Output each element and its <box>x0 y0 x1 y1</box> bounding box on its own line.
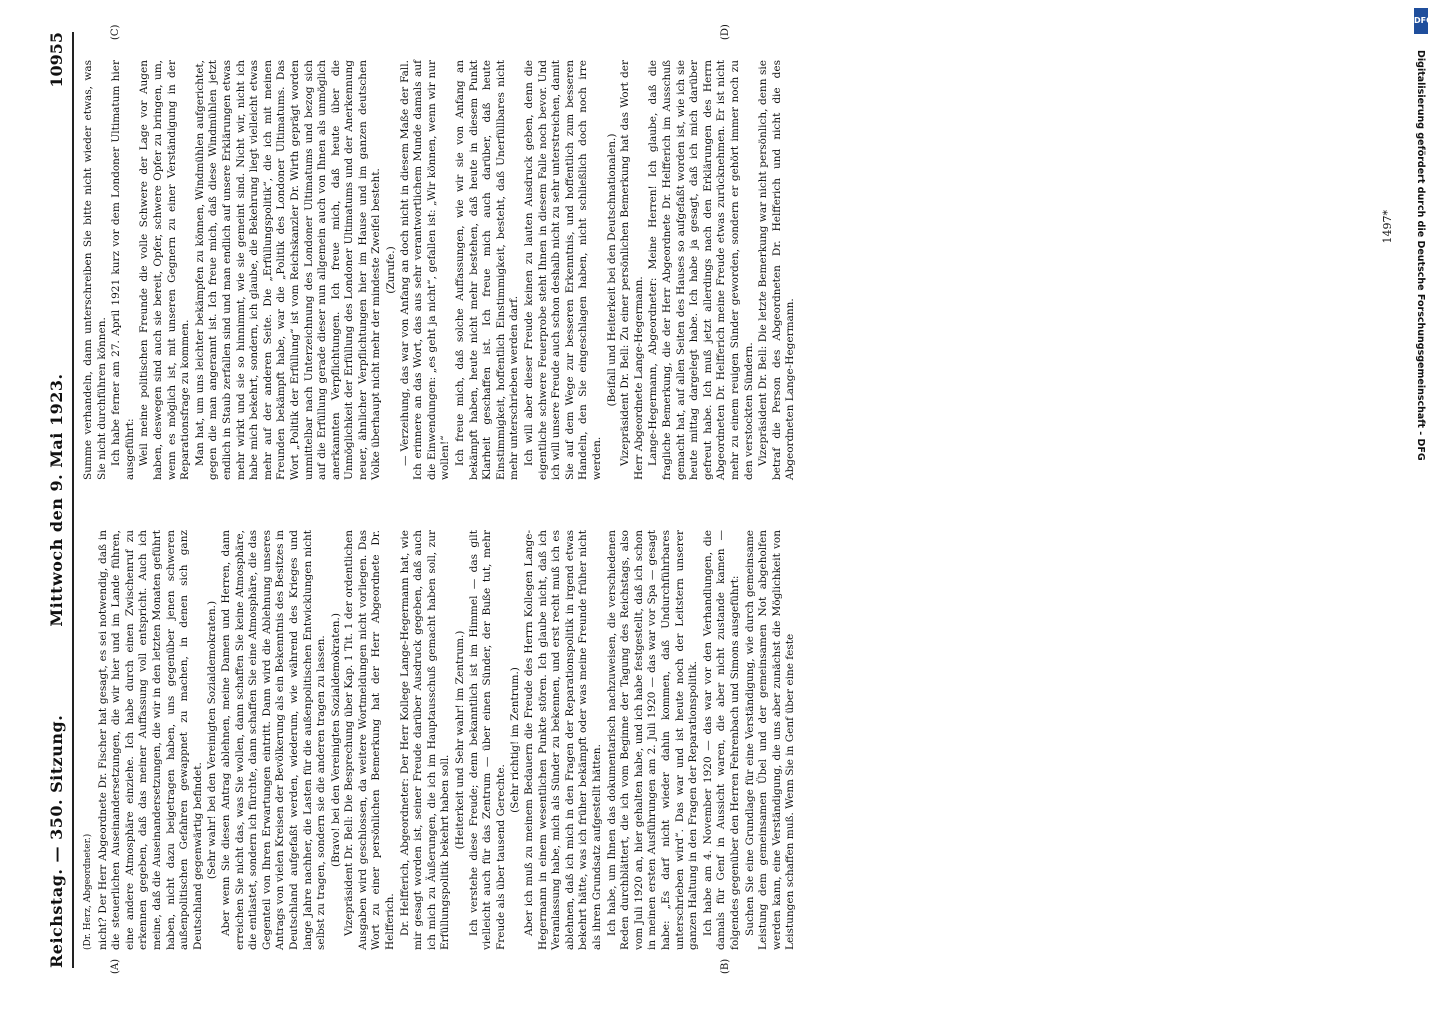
paragraph: Vizepräsident Dr. Bell: Die letzte Bemerkung war nicht persönlich, denn sie betraf die Person des Abgeordneten Dr. Helfferich und nicht die des Abgeordneten Lange-Hegermann. <box>757 60 797 480</box>
reaction: (Sehr richtig! im Zentrum.) <box>509 667 522 813</box>
margin-marker-b: (B) <box>720 958 731 974</box>
right-column <box>82 60 799 480</box>
paragraph: nicht? Der Herr Abgeordnete Dr. Fischer hat gesagt, es sei notwendig, daß in die steuerlichen Auseinandersetzungen, die wir hier und im Lande führen, eine andere Atmosphäre einziehe. Ich habe durch einen Zwischenruf zu erkennen gegeben, daß das meiner Auffassung voll entspricht. Auch ich meine, daß die Auseinandersetzungen, die wir in den letzten Monaten geführt haben, nicht dazu beigetragen haben, uns gegenüber jenen schweren außenpolitischen Gefahren gewappnet zu machen, in denen sich ganz Deutschland gegenwärtig befindet. <box>96 530 204 950</box>
paragraph: Ich will aber dieser Freude keinen zu lauten Ausdruck geben, denn die eigentliche schwere Feuerprobe steht Ihnen in diesem Falle noch bevor. Und ich will unsere Freude auch schon deshalb nicht zu sehr unterstreichen, damit Sie auf dem Wege zur besseren Erkenntnis, und hoffentlich zum besseren Handeln, den Sie eingeschlagen haben, nicht schließlich doch noch irre werden. <box>523 60 603 480</box>
paragraph: Vizepräsident Dr. Bell: Die Besprechung über Kap. 1 Tit. 1 der ordentlichen Ausgaben wird geschlossen, da weitere Wortmeldungen nicht vorliegen. Das Wort zu einer persönlichen Bemerkung hat der Herr Abgeordnete Dr. Helfferich. <box>343 530 397 950</box>
digitization-note: Digitalisierung gefördert durch die Deutsche Forschungsgemeinschaft - DFG <box>1415 50 1426 461</box>
header-left: Reichstag. — 350. Sitzung. <box>47 714 66 968</box>
paragraph: Man hat, um uns leichter bekämpfen zu können, Windmühlen aufgerichtet, gegen die man angerannt ist. Ich freue mich, daß diese Windmühlen jetzt endlich in Staub zerfallen sind und man endlich auf unsere Erklärungen etwas mehr wirkt und sie so hinnimmt, wie sie gemeint sind. Nicht wir, nicht ich habe mich bekehrt, sondern, ich glaube, die Bekehrung liegt vielleicht etwas mehr auf der anderen Seite. Die „Erfüllungspolitik“, die ich mit meinen Freunden bekämpft habe, war die „Politik des Londoner Ultimatums. Das Wort „Politik der Erfüllung“ ist vom Reichskanzler Dr. Wirth geprägt worden unmittelbar nach Unterzeichnung des Londoner Ultimatums und bezog sich auf die Erfüllung gerade dieser nun allgemein auch von Ihnen als unmöglich anerkannten Verpflichtungen. Ich freue mich, daß heute über die Unmöglichkeit der Erfüllung des Londoner Ultimatums und der Anerkennung neuer, ähnlicher Verpflichtungen hier im Hause und im ganzen deutschen Volke überhaupt nicht mehr der mindeste Zweifel besteht. <box>193 60 383 480</box>
paragraph: Dr. Helfferich, Abgeordneter: Der Herr Kollege Lange-Hegermann hat, wie mir gesagt worden ist, seiner Freude darüber Ausdruck gegeben, daß auch ich mich zu Äußerungen, die ich im Hauptausschuß gemacht haben soll, zur Erfüllungspolitik bekehrt haben soll. <box>398 530 452 950</box>
reaction: (Beifall und Heiterkeit bei den Deutschnationalen.) <box>605 133 618 407</box>
paragraph: — Verzeihung, das war von Anfang an doch nicht in diesem Maße der Fall. Ich erinnere an das Wort, das aus sehr verantwortlichem Munde damals auf die Einwendungen: „es geht ja nicht“, gefallen ist: „Wir können, wenn wir nur wollen!“ <box>398 60 452 480</box>
page-number: 10955 <box>47 32 66 88</box>
paragraph: Ich habe ferner am 27. April 1921 kurz vor dem Londoner Ultimatum hier ausgeführt: <box>110 60 136 480</box>
speaker-note: (Dr. Herz, Abgeordneter.) <box>83 833 93 950</box>
paragraph: Vizepräsident Dr. Bell: Zu einer persönlichen Bemerkung hat das Wort der Herr Abgeordnete Lange-Hegermann. <box>619 60 645 480</box>
paragraph: Ich verstehe diese Freude; denn bekanntlich ist im Himmel — das gilt vielleicht auch für das Zentrum — über einen Sünder, der Buße tut, mehr Freude als über tausend Gerechte. <box>467 530 507 950</box>
paragraph: Ich freue mich, daß solche Auffassungen, wie wir sie von Anfang an bekämpft haben, heute nicht mehr bestehen, daß heute in diesem Punkt Klarheit geschaffen ist. Ich freue mich auch darüber, daß heute Einstimmigkeit, hoffentlich Einstimmigkeit, besteht, daß Unerfüllbares nicht mehr unterschrieben werden darf. <box>454 60 521 480</box>
rotated-page <box>20 20 1400 980</box>
paragraph: Ich habe, um Ihnen das dokumentarisch nachzuweisen, die verschiedenen Reden durchblättert, die ich vom Beginne der Tagung des Reichstags, also vom Juli 1920 an, hier gehalten habe, und ich habe festgestellt, daß ich schon in meinen ersten Ausführungen am 2. Juli 1920 — das war vor Spa — gesagt habe: „Es darf nicht wieder dahin kommen, daß Undurchführbares unterschrieben wird“. Das war und ist heute noch der Leitstern unserer ganzen Haltung in den Fragen der Reparationspolitik. <box>605 530 700 950</box>
dfg-logo: DFG <box>1414 8 1428 34</box>
reaction: (Bravo! bei den Vereinigten Sozialdemokraten.) <box>329 613 342 867</box>
paragraph: Aber ich muß zu meinem Bedauern die Freude des Herrn Kollegen Lange-Hegermann in einem wesentlichen Punkte stören. Ich glaube nicht, daß ich Veranlassung habe, mich als Sünder zu bekennen, und erst recht muß ich es ablehnen, daß ich mich in den Fragen der Reparationspolitik in irgend etwas bekehrt hätte, was ich früher bekämpft oder was meine Freunde früher nicht als ihren Grundsatz aufgestellt hätten. <box>523 530 603 950</box>
paragraph: Aber wenn Sie diesen Antrag ablehnen, meine Damen und Herren, dann erreichen Sie nicht das, was Sie wollen, dann schaffen Sie keine Atmosphäre, die entlastet, sondern ich fürchte, dann schaffen Sie eine Atmosphäre, die das Gegenteil von Ihren Erwartungen eintritt. Dann wird die Ablehnung unseres Antrags von vielen Kreisen der Bevölkerung als ein Bekenntnis des Besitzes in Deutschland aufgefaßt werden, wiederum, wie während des Krieges und lange Jahre nachher, die Lasten für die außenpolitischen Entwicklungen nicht selbst zu tragen, sondern sie die anderen tragen zu lassen. <box>219 530 328 950</box>
paragraph: Suchen Sie eine Grundlage für eine Verständigung, wie durch gemeinsame Leistung dem gemeinsamen Übel und der gemeinsamen Not abgeholfen werden kann, eine Verständigung, die uns aber zunächst die Möglichkeit von Leistungen schaffen muß. Wenn Sie in Genf über eine feste <box>743 530 797 950</box>
reaction: (Heiterkeit und Sehr wahr! im Zentrum.) <box>454 630 467 850</box>
footer-signature: 1497* <box>1381 210 1394 244</box>
paragraph: Ich habe am 4. November 1920 — das war vor den Verhandlungen, die damals für Genf in Aussicht waren, die aber nicht zustande kamen — folgendes gegenüber den Herren Fehrenbach und Simons ausgeführt: <box>701 530 741 950</box>
paragraph: Summe verhandeln, dann unterschreiben Sie bitte nicht wieder etwas, was Sie nicht durchführen können. <box>82 60 108 480</box>
paragraph: Lange-Hegermann, Abgeordneter: Meine Herren! Ich glaube, daß die fragliche Bemerkung, die der Herr Abgeordnete Dr. Helfferich im Ausschuß gemacht hat, auf allen Seiten des Hauses so aufgefaßt worden ist, wie ich sie heute mittag dargelegt habe. Ich habe ja gesagt, daß ich mich darüber gefreut habe. Ich muß jetzt allerdings nach den Erklärungen des Herrn Abgeordneten Dr. Helfferich meine Freude etwas zurücknehmen. Er ist nicht mehr zu einem reuigen Sünder geworden, sondern er gehört immer noch zu den verstockten Sündern. <box>647 60 755 480</box>
left-column <box>82 530 799 950</box>
margin-marker-d: (D) <box>720 24 731 40</box>
page-header <box>26 32 74 968</box>
side-caption <box>1408 10 1430 990</box>
paragraph: Weil meine politischen Freunde die volle Schwere der Lage vor Augen haben, deswegen sind auch sie bereit, Opfer, schwere Opfer zu bringen, um, wenn es möglich ist, mit unseren Gegnern zu einer Verständigung in der Reparationsfrage zu kommen. <box>138 60 192 480</box>
margin-marker-c: (C) <box>110 24 121 40</box>
reaction: (Zurufe.) <box>385 246 398 294</box>
header-date: Mittwoch den 9. Mai 1923. <box>47 373 66 627</box>
reaction: (Sehr wahr! bei den Vereinigten Sozialdemokraten.) <box>206 600 219 880</box>
margin-marker-a: (A) <box>110 958 121 974</box>
